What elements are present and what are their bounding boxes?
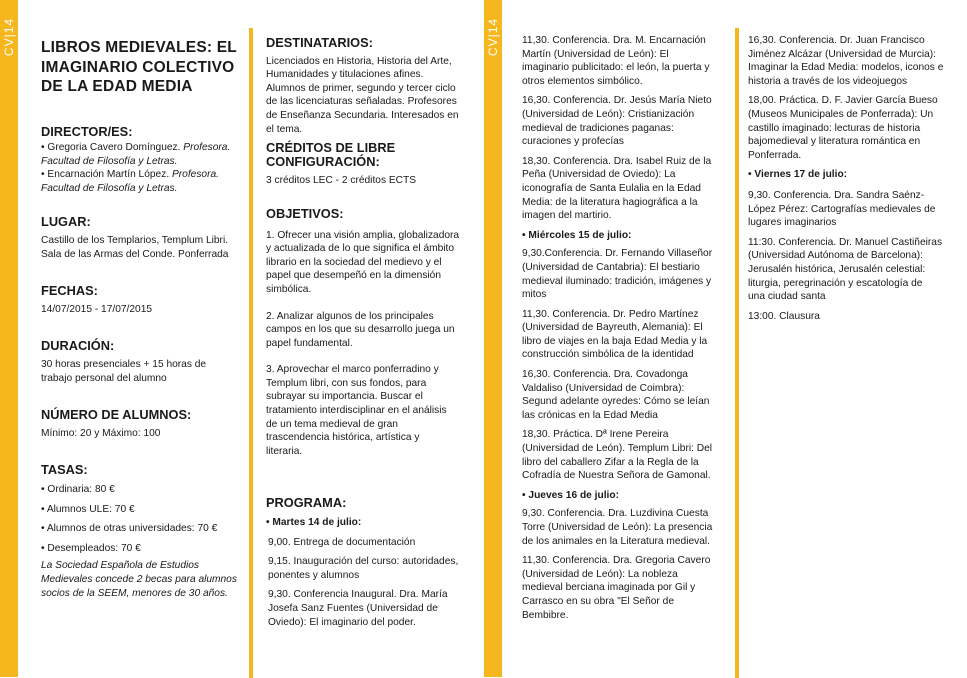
program-line: 18,30. Conferencia. Dra. Isabel Ruiz de la bbox=[522, 155, 712, 167]
program-line: Segund adelante oyredes: Cómo se leían bbox=[522, 396, 710, 408]
obj-line: literaria. bbox=[266, 445, 303, 457]
program-line: 9,30.Conferencia. Dr. Fernando Villaseñor bbox=[522, 248, 713, 260]
dest-heading: DESTINATARIOS: bbox=[266, 35, 373, 50]
creditos-value: 3 créditos LEC - 2 créditos ECTS bbox=[266, 175, 417, 187]
program-line: Ponferrada. bbox=[748, 149, 802, 161]
obj-line: 2. Analizar algunos de los principales bbox=[266, 310, 434, 322]
program-line: lugares imaginarios bbox=[748, 217, 837, 229]
tasa-item: • Alumnos de otras universidades: 70 € bbox=[41, 523, 218, 535]
program-line: Torre (Universidad de León): La presencia bbox=[522, 522, 713, 533]
program-line: Bembibre. bbox=[522, 609, 569, 621]
column-divider-right bbox=[735, 28, 739, 678]
numero-heading: NÚMERO DE ALUMNOS: bbox=[41, 407, 192, 423]
program-line: historia a través de los videojuegos bbox=[748, 75, 908, 87]
program-item bbox=[522, 368, 730, 422]
program-item bbox=[522, 507, 730, 548]
objetivos-heading: OBJETIVOS: bbox=[266, 205, 344, 221]
program-line: Martín (Universidad de León): El bbox=[522, 48, 669, 60]
program-item bbox=[522, 308, 730, 362]
dest-line: Humanidades y titulaciones afines. bbox=[266, 69, 424, 81]
program-line: Peña (Universidad de Oviedo): La bbox=[522, 169, 676, 181]
title-line: DE LA EDAD MEDIA bbox=[41, 78, 193, 95]
dest-text bbox=[266, 55, 478, 137]
program-line: medieval de tradiciones paganas: bbox=[522, 122, 674, 134]
dest-line: Licenciados en Historia, Historia del Arte, bbox=[266, 55, 452, 67]
program-item bbox=[748, 189, 960, 230]
program-item-clausura: 13:00. Clausura bbox=[748, 310, 820, 322]
brand-tab bbox=[0, 12, 18, 62]
obj-line: subrayar su importancia. Buscar el bbox=[266, 391, 423, 403]
column-program-1 bbox=[522, 0, 730, 622]
program-line: Jiménez Alcázar (Universidad de Murcia): bbox=[748, 48, 936, 60]
program-item bbox=[522, 155, 730, 223]
course-title bbox=[41, 38, 241, 97]
column-program-2 bbox=[748, 0, 960, 323]
program-item bbox=[522, 94, 730, 148]
obj-line: y actualizada de lo que significa el ámbito bbox=[266, 243, 455, 255]
program-item bbox=[748, 34, 960, 88]
program-item bbox=[266, 555, 478, 582]
day-heading-jueves: • Jueves 16 de julio: bbox=[522, 489, 619, 501]
middle-accent-bar bbox=[484, 0, 502, 677]
obj-line: papel fundamental. bbox=[266, 337, 353, 349]
day-heading-miercoles: • Miércoles 15 de julio: bbox=[522, 229, 632, 241]
fechas-heading: FECHAS: bbox=[41, 283, 98, 299]
program-item: 9,00. Entrega de documentación bbox=[268, 536, 416, 548]
numero-value: Mínimo: 20 y Máximo: 100 bbox=[41, 427, 161, 439]
program-line: 9,15. Inauguración del curso: autoridades, bbox=[268, 556, 459, 568]
program-line: 16,30. Conferencia. Dr. Jesús María Nieto bbox=[522, 95, 712, 107]
brand-tab-label-2: CV|14 bbox=[486, 17, 500, 57]
program-line: (Universidad Autónoma de Barcelona): bbox=[748, 250, 923, 262]
tasa-item: • Desempleados: 70 € bbox=[41, 542, 141, 554]
program-line: ponentes y alumnos bbox=[268, 569, 360, 581]
program-line: (Universidad de León). Templum Libri: Del bbox=[522, 443, 713, 455]
program-line: 16,30. Conferencia. Dra. Covadonga bbox=[522, 369, 688, 381]
program-item bbox=[522, 428, 730, 482]
director-2 bbox=[41, 168, 241, 182]
lugar-heading: LUGAR: bbox=[41, 214, 91, 230]
objetivo-3 bbox=[266, 363, 478, 458]
tasas-note-line: La Sociedad Española de Estudios bbox=[41, 560, 200, 572]
program-line: las crónicas en la Edad Media bbox=[522, 409, 658, 421]
program-line: (Museos Municipales de Ponferrada): Un bbox=[748, 108, 934, 120]
fechas-value: 14/07/2015 - 17/07/2015 bbox=[41, 303, 153, 315]
tasas-heading: TASAS: bbox=[41, 462, 88, 478]
program-line: de los animales en la Literatura medieval. bbox=[522, 535, 711, 547]
column-details bbox=[266, 0, 478, 629]
program-item bbox=[522, 554, 730, 622]
programa-heading: PROGRAMA: bbox=[266, 495, 347, 511]
obj-line: papel que desempeñó en la dimensión bbox=[266, 270, 442, 282]
day-heading-viernes: • Viernes 17 de julio: bbox=[748, 169, 848, 181]
director-1-name: • Gregoria Cavero Domínguez. bbox=[41, 142, 181, 154]
duracion-line: 30 horas presenciales + 15 horas de bbox=[41, 359, 207, 371]
dest-line: de las licenciaturas señaladas. Profesores bbox=[266, 96, 457, 108]
program-line: 18,00. Práctica. D. F. Javier García Bueso bbox=[748, 95, 938, 107]
program-line: liturgia, peregrinación y escatología de bbox=[748, 277, 923, 289]
director-2-name: • Encarnación Martín López. bbox=[41, 169, 170, 181]
program-line: medieval iluminado: tradición, imágenes y bbox=[522, 275, 712, 287]
program-item bbox=[266, 588, 478, 629]
program-line: Carrasco en su obra "El Señor de bbox=[522, 595, 674, 607]
program-line: imagen del martirio. bbox=[522, 210, 612, 222]
obj-line: 3. Aprovechar el marco ponferradino y bbox=[266, 364, 439, 376]
objetivo-2 bbox=[266, 310, 478, 351]
tasas-note-line: socios de la SEEM, menores de 30 años. bbox=[41, 587, 228, 599]
tasa-item: • Alumnos ULE: 70 € bbox=[41, 503, 135, 515]
program-line: 11:30. Conferencia. Dr. Manuel Castiñeiras bbox=[748, 236, 943, 248]
program-line: castillo imaginado: lecturas de historia bbox=[748, 122, 921, 134]
program-line: (Universidad de León): Cristianización bbox=[522, 108, 695, 120]
director-1-role: Profesora. bbox=[180, 142, 231, 154]
program-line: medieval berciana imaginada por Gil y bbox=[522, 582, 696, 594]
director-1-faculty: Facultad de Filosofía y Letras. bbox=[41, 155, 178, 167]
director-1 bbox=[41, 141, 241, 155]
program-line: Oviedo): El imaginario del poder. bbox=[268, 616, 416, 628]
director-2-faculty: Facultad de Filosofía y Letras. bbox=[41, 182, 178, 194]
program-line: Jerusalén histórica, Jerusalén celestial: bbox=[748, 263, 926, 275]
program-item bbox=[522, 247, 730, 301]
director-heading: DIRECTOR/ES: bbox=[41, 123, 133, 139]
program-line: Josefa Sanz Fuentes (Universidad de bbox=[268, 603, 438, 614]
dest-line: el tema. bbox=[266, 123, 303, 135]
program-line: Media: de la literatura hagiográfica a la bbox=[522, 196, 698, 208]
dest-line: Alumnos de primer, segundo y tercer ciclo bbox=[266, 82, 456, 94]
program-line: 9,30. Conferencia. Dra. Luzdivina Cuesta bbox=[522, 508, 709, 520]
program-line: 9,30. Conferencia. Dra. Sandra Saénz- bbox=[748, 189, 925, 201]
column-divider-left bbox=[249, 28, 253, 678]
program-line: bajomedieval y literatura romántica en bbox=[748, 136, 921, 148]
brand-tab-2 bbox=[484, 12, 502, 62]
tasas-note-line: Medievales concede 2 becas para alumnos bbox=[41, 573, 237, 585]
obj-line: simbólica. bbox=[266, 283, 312, 295]
day-heading-martes: • Martes 14 de julio: bbox=[266, 517, 362, 529]
obj-line: librario en la sociedad del medievo y el bbox=[266, 256, 442, 268]
creditos-heading: CRÉDITOS DE LIBRE CONFIGURACIÓN: bbox=[266, 140, 396, 169]
obj-line: tratamiento interdisciplinar en el análisis bbox=[266, 405, 447, 417]
program-line: Valdaliso (Universidad de Coimbra): bbox=[522, 382, 685, 394]
program-line: Cofradía de Nuestra Señora de Gamonal. bbox=[522, 470, 711, 482]
lugar-line: Castillo de los Templarios, Templum Libri. bbox=[41, 235, 229, 247]
program-item bbox=[748, 236, 960, 304]
program-line: mitos bbox=[522, 289, 547, 301]
program-line: 11,30. Conferencia. Dra. M. Encarnación bbox=[522, 35, 706, 46]
program-line: 16,30. Conferencia. Dr. Juan Francisco bbox=[748, 35, 925, 46]
obj-line: de un tema medieval de gran bbox=[266, 418, 398, 430]
left-accent-bar bbox=[0, 0, 18, 677]
program-line: imaginario publicitado: el león, la puerta y bbox=[522, 62, 710, 74]
lugar-line: Sala de las Armas del Conde. Ponferrada bbox=[41, 248, 229, 260]
dest-line: de Enseñanza Secundaria. Interesados en bbox=[266, 109, 459, 121]
obj-line: 1. Ofrecer una visión amplia, globalizadora bbox=[266, 229, 460, 241]
program-line: otros elementos simbólico. bbox=[522, 75, 643, 87]
duracion-line: trabajo personal del alumno bbox=[41, 372, 167, 384]
obj-line: campos en los que su desarrollo juega un bbox=[266, 324, 455, 336]
program-line: una ciudad santa bbox=[748, 291, 826, 303]
tasa-item: • Ordinaria: 80 € bbox=[41, 484, 115, 495]
obj-line: trascendencia histórica, artística y bbox=[266, 432, 420, 444]
director-2-role: Profesora. bbox=[169, 169, 219, 181]
obj-line: Templum libri, con sus fondos, para bbox=[266, 377, 427, 389]
program-line: iconografía de Santa Eulalia en la Edad bbox=[522, 182, 701, 194]
program-line: construcción simbólica de la identidad bbox=[522, 349, 694, 361]
program-line: 18,30. Práctica. Dª Irene Pereira bbox=[522, 429, 669, 441]
brand-tab-label: CV|14 bbox=[2, 17, 16, 57]
program-line: 11,30. Conferencia. Dra. Gregoria Cavero bbox=[522, 555, 711, 567]
program-line: (Universidad de Bayreuth, Alemania): El bbox=[522, 322, 703, 334]
program-line: curaciones y profecías bbox=[522, 136, 624, 148]
program-line: (Universidad de León): La nobleza bbox=[522, 568, 678, 580]
program-line: Imaginar la Edad Media: modelos, iconos e bbox=[748, 62, 944, 74]
duracion-heading: DURACIÓN: bbox=[41, 338, 115, 354]
column-course-info bbox=[41, 0, 241, 600]
objetivo-1 bbox=[266, 229, 478, 297]
program-line: 9,30. Conferencia Inaugural. Dra. María bbox=[268, 589, 448, 601]
program-item bbox=[748, 94, 960, 162]
program-line: López Pérez: Cartografías medievales de bbox=[748, 203, 936, 215]
program-line: 11,30. Conferencia. Dr. Pedro Martínez bbox=[522, 308, 699, 320]
program-item bbox=[522, 34, 730, 88]
title-line: IMAGINARIO COLECTIVO bbox=[41, 58, 235, 76]
program-line: (Universidad de Cantabria): El bestiario bbox=[522, 261, 700, 273]
program-line: libro de viajes en la baja Edad Media y la bbox=[522, 335, 708, 347]
program-line: libro del caballero Zifar a la Regla de la bbox=[522, 456, 699, 468]
title-line: LIBROS MEDIEVALES: EL bbox=[41, 39, 237, 56]
